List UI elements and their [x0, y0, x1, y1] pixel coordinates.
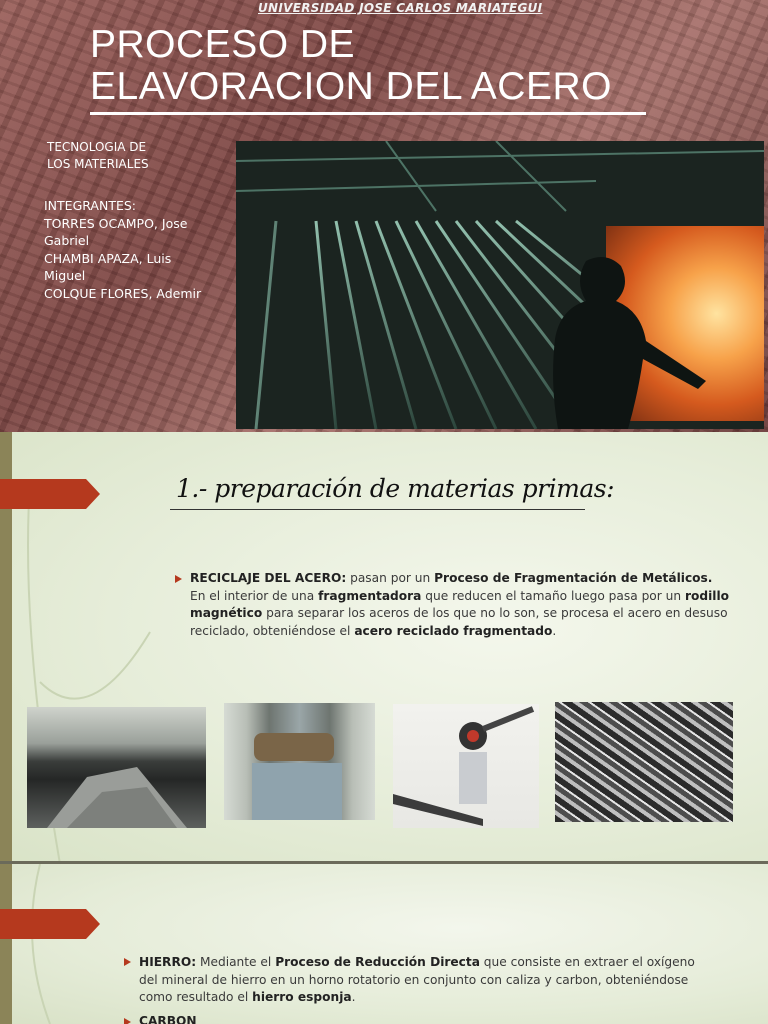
paragraph-bold: rodillo magnético: [190, 588, 729, 621]
paragraph-text: .: [351, 990, 356, 1005]
section-marker-arrow: [0, 909, 100, 939]
course-line-2: LOS MATERIALES: [47, 157, 149, 171]
paragraph-bold: Proceso de Reducción Directa: [275, 955, 480, 969]
slide-raw-materials: [0, 432, 768, 864]
section-heading: 1.- preparación de materias primas:: [176, 474, 614, 503]
section-marker-arrow: [0, 479, 100, 509]
shredded-scrap-bin-photo: [27, 707, 206, 828]
paragraph-bold: acero reciclado fragmentado: [354, 623, 553, 638]
paragraph-bold: Proceso de Fragmentación de Metálicos.: [434, 571, 713, 585]
team-label: INTEGRANTES:: [44, 198, 137, 213]
magnetic-roller-photo: [224, 703, 375, 820]
paragraph-text: para separar los aceros de los que no lo son, se procesa el acero en desuso reciclado, obteniéndose el: [190, 606, 728, 638]
team-members: [44, 197, 229, 302]
scrap-pile-illustration: [27, 707, 206, 828]
iron-label: HIERRO:: [139, 955, 197, 969]
steel-mill-photo: [236, 141, 764, 429]
iron-paragraph: [139, 954, 699, 1007]
fragmenter-illustration: [393, 704, 539, 828]
carbon-label: CARBON: [139, 1014, 197, 1024]
slide-iron-carbon: [0, 864, 768, 1024]
bullet-arrow-icon: [175, 575, 182, 583]
paragraph-text: .: [552, 623, 557, 638]
team-member-line: CHAMBI APAZA, Luis: [44, 250, 172, 266]
paragraph-text: que consiste en extraer el oxígeno del mineral de hierro en un horno rotatorio en conjunto con caliza y carbon, obteniéndose como resultado el: [139, 955, 695, 1005]
university-name: UNIVERSIDAD JOSE CARLOS MARIATEGUI: [258, 1, 543, 15]
heading-underline: [170, 509, 585, 510]
paragraph-text: En el interior de una: [190, 588, 319, 603]
paragraph-text: Mediante el: [196, 955, 276, 969]
worker-silhouette: [526, 251, 726, 429]
steel-scrap-photo: [555, 702, 733, 822]
team-member-line: Miguel: [44, 268, 86, 283]
team-member-line: COLQUE FLORES, Ademir: [44, 285, 202, 301]
paragraph-text: pasan por un: [346, 571, 435, 585]
fragmenter-machine-photo: [393, 704, 539, 828]
team-member-line: TORRES OCAMPO, Jose: [44, 215, 188, 231]
title-underline: [90, 112, 646, 115]
paragraph-text: que reducen el tamaño luego pasa por un: [421, 588, 685, 603]
title-slide: [0, 0, 768, 432]
bullet-arrow-icon: [124, 1018, 131, 1024]
slide-title-line-2: ELAVORACION DEL ACERO: [90, 65, 612, 108]
decorative-curves: [0, 864, 160, 1024]
paragraph-bold: fragmentadora: [318, 588, 422, 603]
paragraph-bold: hierro esponja: [252, 990, 352, 1005]
recycling-label: RECICLAJE DEL ACERO:: [190, 571, 347, 585]
recycling-paragraph: [190, 570, 730, 640]
course-line-1: TECNOLOGIA DE: [47, 140, 147, 154]
course-name: [47, 139, 217, 173]
team-member-line: Gabriel: [44, 233, 90, 248]
roller-illustration: [224, 703, 375, 820]
bullet-arrow-icon: [124, 958, 131, 966]
slide-title: [90, 24, 670, 108]
slide-title-line-1: PROCESO DE: [90, 23, 356, 66]
